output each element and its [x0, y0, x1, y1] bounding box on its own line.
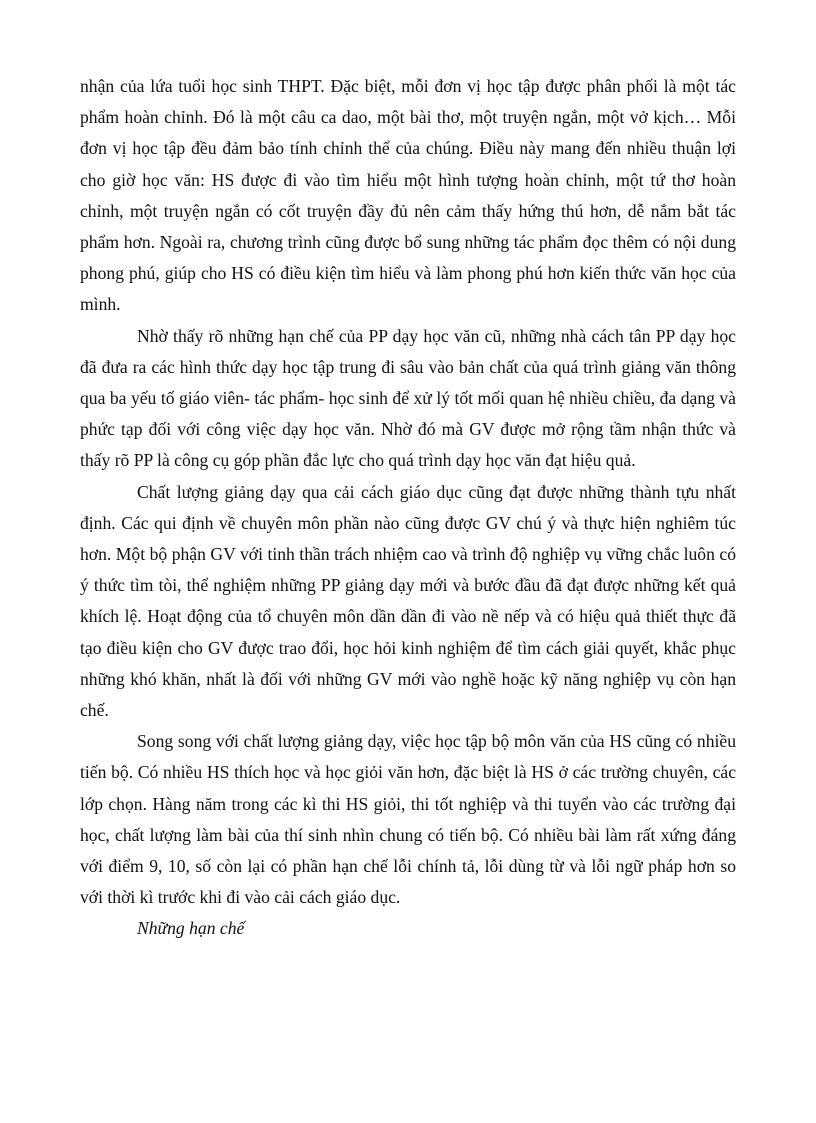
paragraph-continuation: nhận của lứa tuổi học sinh THPT. Đặc biệt, mỗi đơn vị học tập được phân phối là một tác phẩm hoàn chỉnh. Đó là một câu ca dao, một bài thơ, một truyện ngắn, một vở kịch… Mỗi đơn vị học tập đều đảm bảo tính chỉnh thể của chúng. Điều này mang đến nhiều thuận lợi cho giờ học văn: HS được đi vào tìm hiểu một hình tượng hoàn chỉnh, một tứ thơ hoàn chỉnh, một truyện ngắn có cốt truyện đầy đủ nên cảm thấy hứng thú hơn, dễ nắm bắt tác phẩm hơn. Ngoài ra, chương trình cũng được bổ sung những tác phẩm đọc thêm có nội dung phong phú, giúp cho HS có điều kiện tìm hiểu và làm phong phú hơn kiến thức văn học của mình.	[80, 76, 736, 315]
document-body	[80, 71, 736, 945]
paragraph-student-progress: Song song với chất lượng giảng dạy, việc học tập bộ môn văn của HS cũng có nhiều tiến bộ. Có nhiều HS thích học và học giỏi văn hơn, đặc biệt là HS ở các trường chuyên, các lớp chọn. Hàng năm trong các kì thi HS giỏi, thi tốt nghiệp và thi tuyển vào các trường đại học, chất lượng làm bài của thí sinh nhìn chung có tiến bộ. Có nhiều bài làm rất xứng đáng với điểm 9, 10, số còn lại có phần hạn chế lỗi chính tả, lỗi dùng từ và lỗi ngữ pháp hơn so với thời kì trước khi đi vào cải cách giáo dục.	[80, 731, 736, 908]
paragraph-teaching-quality: Chất lượng giảng dạy qua cải cách giáo dục cũng đạt được những thành tựu nhất định. Các qui định về chuyên môn phần nào cũng được GV chú ý và thực hiện nghiêm túc hơn. Một bộ phận GV với tinh thần trách nhiệm cao và trình độ nghiệp vụ vững chắc luôn có ý thức tìm tòi, thể nghiệm những PP giảng dạy mới và bước đầu đã đạt được những kết quả khích lệ. Hoạt động của tổ chuyên môn dần dần đi vào nề nếp và có hiệu quả thiết thực đã tạo điều kiện cho GV được trao đổi, học hỏi kinh nghiệm để tìm cách giải quyết, khắc phục những khó khăn, nhất là đối với những GV mới vào nghề hoặc kỹ năng nghiệp vụ còn hạn chế.	[80, 481, 736, 721]
paragraph-teaching-methods: Nhờ thấy rõ những hạn chế của PP dạy học văn cũ, những nhà cách tân PP dạy học đã đưa ra các hình thức dạy học tập trung đi sâu vào bản chất của quá trình giảng văn thông qua ba yếu tố giáo viên- tác phẩm- học sinh để xử lý tốt mối quan hệ nhiều chiều, đa dạng và phức tạp đối với công việc dạy học văn. Nhờ đó mà GV được mở rộng tầm nhận thức và thấy rõ PP là công cụ góp phần đắc lực cho quá trình dạy học văn đạt hiệu quả.	[80, 325, 736, 471]
section-subheading: Những hạn chế	[137, 918, 245, 939]
